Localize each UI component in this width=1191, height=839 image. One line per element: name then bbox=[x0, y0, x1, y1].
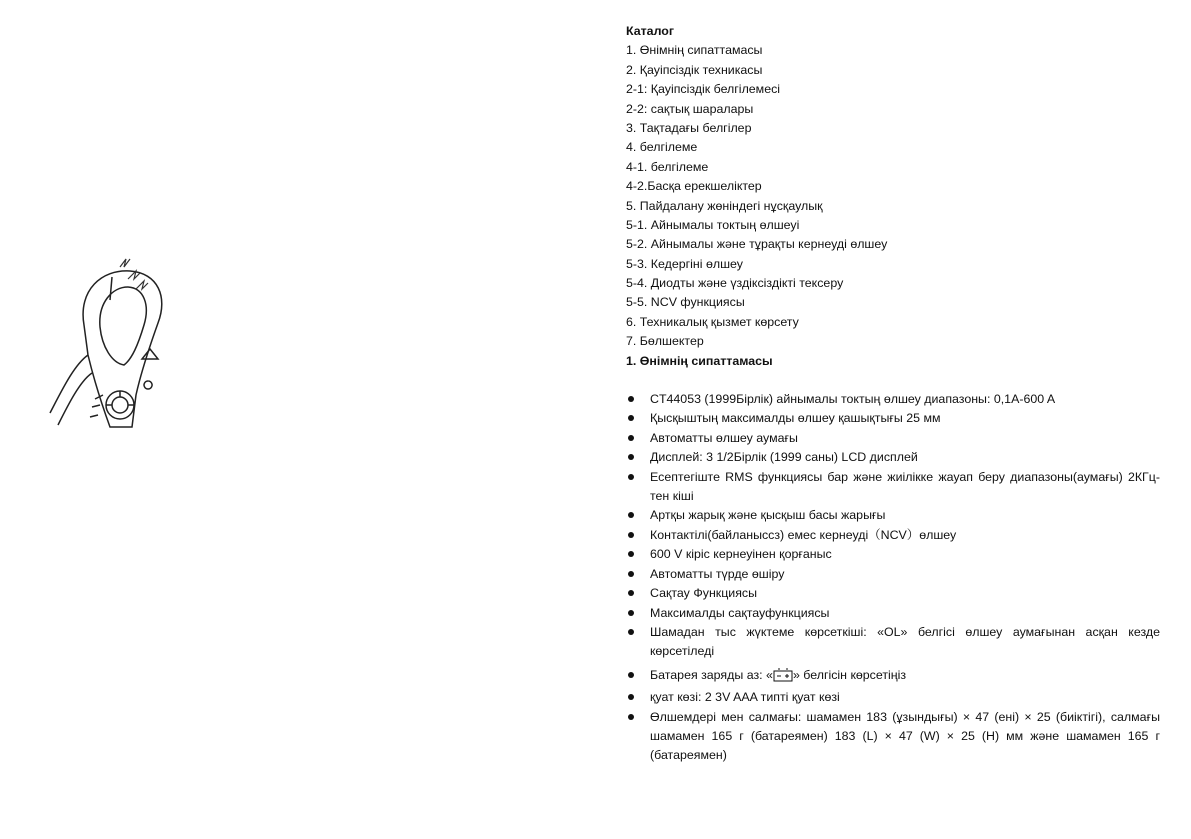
catalog-item: 5-1. Айнымалы токтың өлшеуі bbox=[626, 217, 800, 232]
feature-item: Дисплей: 3 1/2Бірлік (1999 саны) LCD дисплей bbox=[626, 448, 1160, 467]
catalog-item: 6. Техникалық қызмет көрсету bbox=[626, 314, 799, 329]
feature-item: Есептегіште RMS функциясы бар және жиілікке жауап беру диапазоны(аумағы) 2КГц-тен кіші bbox=[626, 468, 1160, 507]
feature-item: Қысқыштың максималды өлшеу қашықтығы 25 мм bbox=[626, 409, 1160, 428]
catalog-item: 4-1. белгілеме bbox=[626, 159, 709, 174]
catalog-item: 5. Пайдалану жөніндегі нұсқаулық bbox=[626, 198, 823, 213]
feature-item: Максималды сақтауфункциясы bbox=[626, 604, 1160, 623]
catalog-item: 4-2.Басқа ерекшеліктер bbox=[626, 179, 762, 194]
feature-item: Шамадан тыс жүктеме көрсеткіші: «OL» белгісі өлшеу аумағынан асқан кезде көрсетіледі bbox=[626, 623, 1160, 662]
catalog-item: 2-2: сақтық шаралары bbox=[626, 101, 754, 116]
feature-item: Сақтау Функциясы bbox=[626, 584, 1160, 603]
feature-item: CT44053 (1999Бірлік) айнымалы токтың өлшеу диапазоны: 0,1A-600 A bbox=[626, 390, 1160, 409]
feature-list bbox=[626, 390, 1160, 766]
feature-item-battery bbox=[626, 666, 1160, 685]
feature-item: Өлшемдері мен салмағы: шамамен 183 (ұзындығы) × 47 (ені) × 25 (биіктігі), салмағы шамамен 165 г (батареямен) 183 (L) × 47 (W) × 25 (H) мм және шамамен 165 г (батареямен) bbox=[626, 708, 1160, 766]
document-column bbox=[626, 22, 1160, 766]
section-heading: 1. Өнімнің сипаттамасы bbox=[626, 353, 773, 368]
catalog-item: 2-1: Қауіпсіздік белгілемесі bbox=[626, 82, 781, 97]
catalog-list bbox=[626, 41, 1160, 351]
catalog-item: 5-4. Диодты және үздіксіздікті тексеру bbox=[626, 276, 844, 291]
battery-suffix: » белгісін көрсетіңіз bbox=[792, 667, 907, 682]
feature-item: Контактілі(байланыссз) емес кернеуді（NCV）өлшеу bbox=[626, 526, 1160, 545]
catalog-item: 1. Өнімнің сипаттамасы bbox=[626, 43, 763, 58]
feature-item: қуат көзі: 2 3V AAA типті қуат көзі bbox=[626, 688, 1160, 707]
catalog-item: 2. Қауіпсіздік техникасы bbox=[626, 62, 763, 77]
catalog-item: 5-3. Кедергіні өлшеу bbox=[626, 256, 743, 271]
battery-prefix: Батарея заряды аз: « bbox=[650, 667, 773, 682]
feature-item: 600 V кіріс кернеуінен қорғаныс bbox=[626, 545, 1160, 564]
feature-item: Автоматты өлшеу аумағы bbox=[626, 429, 1160, 448]
feature-item: Автоматты түрде өшіру bbox=[626, 565, 1160, 584]
catalog-item: 5-5. NCV функциясы bbox=[626, 295, 745, 310]
catalog-item: 3. Тақтадағы белгілер bbox=[626, 120, 752, 135]
catalog-item: 5-2. Айнымалы және тұрақты кернеуді өлшеу bbox=[626, 237, 888, 252]
clamp-meter-illustration bbox=[40, 255, 280, 430]
feature-item: Артқы жарық және қысқыш басы жарығы bbox=[626, 506, 1160, 525]
catalog-item: 4. белгілеме bbox=[626, 140, 698, 155]
catalog-item: 7. Бөлшектер bbox=[626, 334, 704, 349]
catalog-title: Каталог bbox=[626, 24, 675, 38]
battery-low-icon bbox=[773, 668, 793, 682]
